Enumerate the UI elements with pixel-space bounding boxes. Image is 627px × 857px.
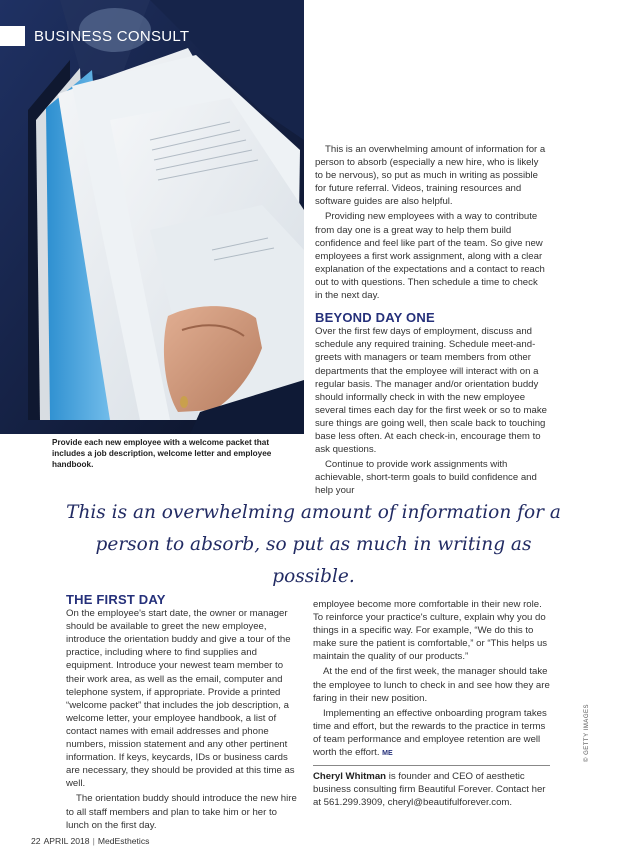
document-stack-illustration — [0, 0, 304, 434]
paragraph: Providing new employees with a way to contribute from day one is a great way to help them build confidence and feel like part of the team. So give new employees a first work assignment, along with a clear explanation of the expectations and a contact to reach out to with questions. Then schedule a time to check in the next day. — [315, 211, 545, 302]
page-footer — [31, 836, 149, 846]
pull-quote: This is an overwhelming amount of information for a person to absorb, so put as much in writing as possible. — [66, 502, 561, 587]
end-mark: ME — [382, 750, 393, 758]
left-column-bottom — [66, 593, 302, 832]
author-name: Cheryl Whitman — [313, 771, 387, 782]
paragraph: At the end of the first week, the manager should take the employee to lunch to check in and see how they are faring in their new position. — [313, 666, 550, 704]
right-column-bottom — [313, 598, 550, 760]
hero-photo — [0, 0, 304, 434]
paragraph: Continue to provide work assignments with achievable, short-term goals to build confidence and help your — [315, 459, 537, 497]
right-column-top — [315, 143, 547, 497]
paragraph: On the employee's start date, the owner or manager should be available to greet the new employee, introduce the orientation buddy and give a tour of the practice, including where to find supplies and equipment. Introduce your newest team member to their work area, as well as the email, computer and telephone system, if appropriate. Provide a printed “welcome packet” that includes the job description, a welcome letter, your employee handbook, a list of contact names with email addresses and phone numbers, mission statement and any other pertinent information. If keys, keycards, IDs or business cards are necessary, they should be provided at this time as well. — [66, 608, 295, 790]
section-label — [0, 24, 189, 48]
footer-separator: | — [92, 836, 95, 846]
publication-name: MedEsthetics — [97, 836, 150, 846]
section-label-bar — [0, 26, 25, 46]
bio-divider — [313, 765, 550, 766]
author-bio — [313, 770, 550, 809]
paragraph: The orientation buddy should introduce the new hire to all staff members and plan to take him or her to lunch on the first day. — [66, 793, 297, 831]
paragraph: This is an overwhelming amount of information for a person to absorb (especially a new hire, who is likely to be nervous), so put as much in writing as possible for future referral. Videos, training resources and software guides are also helpful. — [315, 144, 546, 208]
section-heading-beyond-day-one: BEYOND DAY ONE — [315, 310, 435, 326]
paragraph: employee become more comfortable in their new role. To reinforce your practice's culture, explain why you do things in a specific way. For example, “We do this to make sure the patient is comfortable,” or “This helps us maintain the quality of our products.” — [313, 599, 548, 663]
author-bio-text: is founder and CEO of aesthetic business consulting firm Beautiful Forever. Contact her at 561.299.3909, cheryl@beautifulforever.com. — [313, 771, 546, 809]
paragraph-text: Implementing an effective onboarding program takes time and effort, but the rewards to the practice in terms of team performance and employee retention are well worth the effort. — [313, 707, 547, 759]
section-heading-first-day: THE FIRST DAY — [66, 592, 166, 607]
photo-credit: © GETTY IMAGES — [584, 704, 590, 762]
paragraph: Over the first few days of employment, discuss and schedule any required training. Schedule meet-and-greets with managers or team members from other departments that the employee will interact with on a regular basis. The manager and/or orientation buddy should informally check in with the new employee several times each day for the first week or so to make sure things are going well, then scale back to touching base less often. At each check-in, encourage them to ask questions. — [315, 326, 547, 456]
issue-date: APRIL 2018 — [43, 836, 90, 846]
section-label-text: BUSINESS CONSULT — [34, 27, 190, 45]
page-number: 22 — [31, 836, 41, 846]
photo-caption: Provide each new employee with a welcome packet that includes a job description, welcome letter and employee handbook. — [52, 438, 272, 469]
paragraph — [313, 707, 550, 760]
